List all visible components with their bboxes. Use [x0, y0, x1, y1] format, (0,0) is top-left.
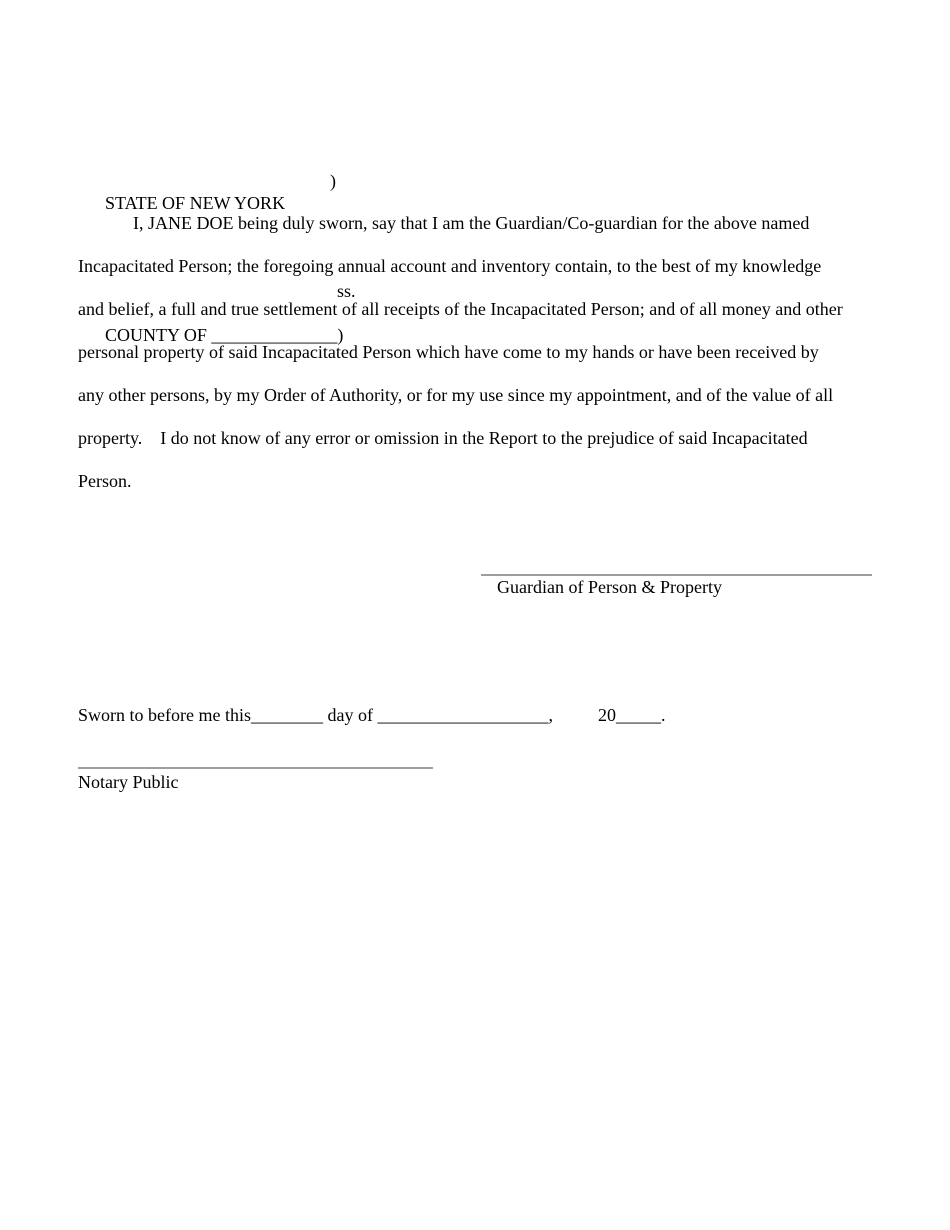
- notary-public-caption: Notary Public: [78, 772, 179, 792]
- affidavit-line: any other persons, by my Order of Authority, or for my use since my appointment, and of the value of all: [78, 385, 834, 405]
- guardian-signature-line: [481, 574, 872, 576]
- affidavit-line: personal property of said Incapacitated Person which have come to my hands or have been received by: [78, 342, 819, 362]
- venue-state-label: STATE OF NEW YORK: [105, 193, 286, 213]
- venue-state-paren: ): [330, 171, 336, 191]
- affidavit-line: property. I do not know of any error or omission in the Report to the prejudice of said Incapacitated: [78, 428, 808, 448]
- affidavit-line: I, JANE DOE being duly sworn, say that I am the Guardian/Co-guardian for the above named: [133, 213, 810, 233]
- affidavit-line: and belief, a full and true settlement of all receipts of the Incapacitated Person; and of all money and other: [78, 299, 843, 319]
- venue-state-line: [78, 170, 438, 213]
- affidavit-line: Incapacitated Person; the foregoing annual account and inventory contain, to the best of my knowledge: [78, 256, 822, 276]
- guardian-signature-caption: Guardian of Person & Property: [497, 577, 722, 597]
- venue-ss-label: ss.: [337, 281, 356, 301]
- notary-signature-line: [78, 767, 433, 769]
- venue-county-label: COUNTY OF ______________): [105, 325, 344, 345]
- affidavit-line: Person.: [78, 471, 132, 491]
- affidavit-paragraph: [78, 202, 888, 503]
- sworn-date-line: Sworn to before me this________ day of ___________________, 20_____.: [78, 705, 666, 725]
